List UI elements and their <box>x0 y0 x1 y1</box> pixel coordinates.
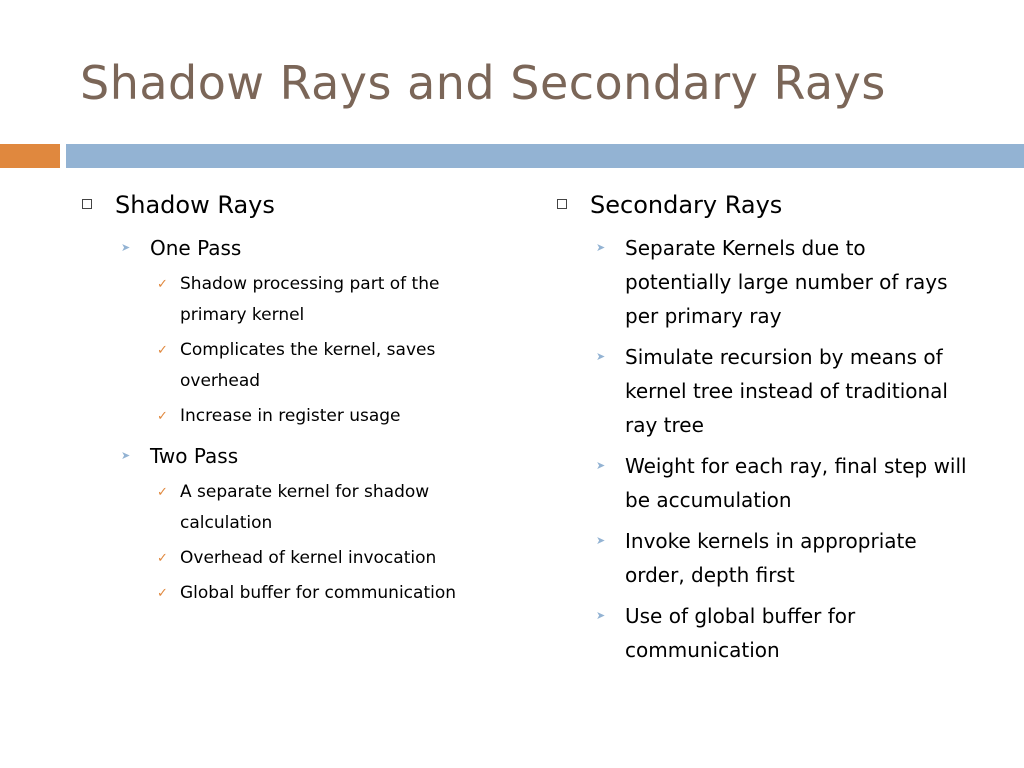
bullet-text: One Pass <box>150 236 242 260</box>
bullet-text: A separate kernel for shadow calculation <box>180 482 430 533</box>
left-column <box>80 186 510 613</box>
bullet-secondary-rays <box>555 186 975 667</box>
checkmark-bullet-icon: ✓ <box>157 343 168 358</box>
bullet-text: Separate Kernels due to potentially large number of rays per primary ray <box>625 236 948 328</box>
square-bullet-icon <box>557 199 567 209</box>
list-item <box>590 231 975 333</box>
bullet-text: Shadow Rays <box>115 191 275 219</box>
shadow-rays-sublist <box>115 231 510 609</box>
list-item <box>150 269 510 331</box>
bullet-one-pass <box>115 231 510 432</box>
bullet-text: Simulate recursion by means of kernel tree instead of traditional ray tree <box>625 345 948 437</box>
bullet-text: Invoke kernels in appropriate order, depth first <box>625 529 917 587</box>
list-item <box>590 599 975 667</box>
checkmark-bullet-icon: ✓ <box>157 409 168 424</box>
arrowhead-bullet-icon: ➤ <box>596 241 606 254</box>
title-rule-orange <box>0 144 60 168</box>
slide-title: Shadow Rays and Secondary Rays <box>80 56 886 110</box>
list-item <box>590 524 975 592</box>
bullet-text: Weight for each ray, final step will be accumulation <box>625 454 967 512</box>
bullet-text: Complicates the kernel, saves overhead <box>180 340 436 391</box>
two-pass-sublist <box>150 477 510 609</box>
arrowhead-bullet-icon: ➤ <box>596 609 606 622</box>
bullet-text: Two Pass <box>150 444 239 468</box>
secondary-rays-sublist <box>590 231 975 667</box>
arrowhead-bullet-icon: ➤ <box>121 241 131 254</box>
right-column <box>555 186 975 667</box>
square-bullet-icon <box>82 199 92 209</box>
checkmark-bullet-icon: ✓ <box>157 485 168 500</box>
list-item <box>590 449 975 517</box>
arrowhead-bullet-icon: ➤ <box>596 459 606 472</box>
arrowhead-bullet-icon: ➤ <box>121 449 131 462</box>
checkmark-bullet-icon: ✓ <box>157 551 168 566</box>
title-rule-blue <box>66 144 1024 168</box>
bullet-text: Use of global buffer for communication <box>625 604 856 662</box>
list-item <box>150 543 510 574</box>
bullet-text: Overhead of kernel invocation <box>180 548 437 568</box>
bullet-text: Shadow processing part of the primary kernel <box>180 274 440 325</box>
list-item <box>150 335 510 397</box>
bullet-text: Secondary Rays <box>590 191 783 219</box>
bullet-shadow-rays <box>80 186 510 609</box>
list-item <box>150 578 510 609</box>
checkmark-bullet-icon: ✓ <box>157 586 168 601</box>
one-pass-sublist <box>150 269 510 432</box>
list-item <box>150 477 510 539</box>
list-item <box>590 340 975 442</box>
checkmark-bullet-icon: ✓ <box>157 277 168 292</box>
bullet-text: Global buffer for communication <box>180 583 457 603</box>
bullet-text: Increase in register usage <box>180 406 401 426</box>
arrowhead-bullet-icon: ➤ <box>596 534 606 547</box>
bullet-two-pass <box>115 439 510 609</box>
list-item <box>150 401 510 432</box>
arrowhead-bullet-icon: ➤ <box>596 350 606 363</box>
